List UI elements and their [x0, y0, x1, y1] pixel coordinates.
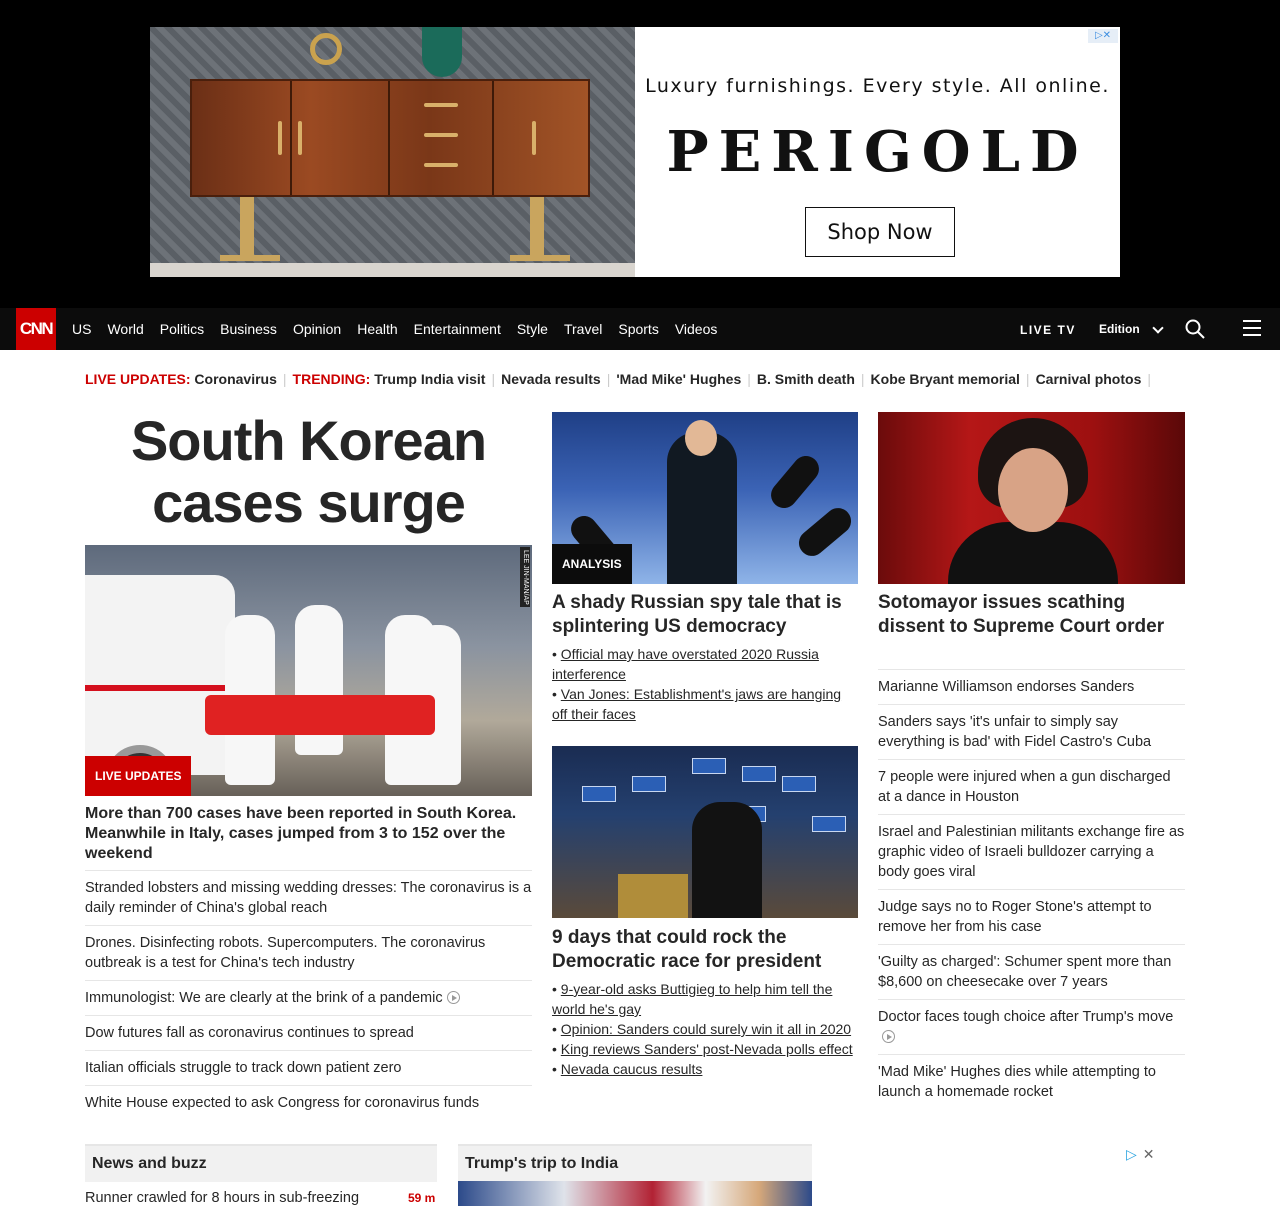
stretcher [205, 695, 435, 735]
shop-now-button[interactable]: Shop Now [805, 207, 955, 257]
list-item[interactable]: Marianne Williamson endorses Sanders [878, 669, 1185, 704]
bullet-item[interactable]: • King reviews Sanders' post-Nevada polls effect [552, 1041, 853, 1057]
bullet-item[interactable]: • 9-year-old asks Buttigieg to help him tell the world he's gay [552, 981, 833, 1017]
ad-plant [422, 27, 462, 77]
ad-tagline: Luxury furnishings. Every style. All online. [645, 75, 1110, 97]
photo-credit: LEE JIN-MAN/AP [520, 547, 530, 607]
nav-item-us[interactable]: US [72, 321, 92, 337]
headlines-list [878, 669, 1185, 1109]
speaker-head [685, 420, 717, 456]
podium [618, 874, 688, 918]
trending-topic[interactable]: Kobe Bryant memorial [870, 371, 1020, 387]
microphone [766, 451, 824, 514]
cnn-logo[interactable]: CNN [16, 308, 56, 350]
trump-trip-header[interactable]: Trump's trip to India [458, 1144, 812, 1182]
nav-item-world[interactable]: World [107, 321, 144, 337]
list-item[interactable]: Doctor faces tough choice after Trump's move [878, 999, 1185, 1054]
sotomayor-image[interactable] [878, 412, 1185, 584]
nav-item-videos[interactable]: Videos [674, 321, 718, 337]
list-item[interactable]: Dow futures fall as coronavirus continues to spread [85, 1015, 532, 1050]
democratic-race-bullets [552, 979, 858, 1079]
list-item[interactable]: Israel and Palestinian militants exchange fire as graphic video of Israeli bulldozer carrying a body goes viral [878, 814, 1185, 889]
analysis-tag[interactable]: ANALYSIS [552, 544, 632, 584]
main-headline[interactable] [85, 410, 532, 534]
lead-story-image[interactable] [85, 545, 532, 796]
nav-item-business[interactable]: Business [220, 321, 277, 337]
speaker-figure [692, 802, 762, 918]
list-item[interactable]: 'Mad Mike' Hughes dies while attempting to launch a homemade rocket [878, 1054, 1185, 1109]
nav-item-health[interactable]: Health [357, 321, 398, 337]
rally-sign [692, 758, 726, 774]
trending-topic[interactable]: 'Mad Mike' Hughes [616, 371, 742, 387]
list-item[interactable]: Sanders says 'it's unfair to simply say everything is bad' with Fidel Castro's Cuba [878, 704, 1185, 759]
bullet-item[interactable]: • Opinion: Sanders could surely win it all in 2020 [552, 1021, 852, 1037]
chevron-down-icon[interactable] [1152, 322, 1163, 333]
play-icon [882, 1030, 895, 1043]
trending-topic[interactable]: B. Smith death [756, 371, 855, 387]
ad-brand: PERIGOLD [666, 119, 1089, 185]
ad-sideboard-image[interactable] [150, 27, 635, 277]
nav-item-travel[interactable]: Travel [563, 321, 603, 337]
trending-topic[interactable]: Carnival photos [1035, 371, 1142, 387]
ad-zone [0, 0, 1280, 308]
hamburger-menu-icon[interactable] [1243, 320, 1261, 338]
bullet-item[interactable]: • Official may have overstated 2020 Russia interference [552, 646, 819, 682]
buzz-timestamp: 59 m [408, 1191, 436, 1205]
live-tv-link[interactable]: LIVE TV [1020, 323, 1076, 337]
main-nav [0, 308, 1280, 350]
ad-ornament [310, 33, 342, 65]
list-item[interactable]: 7 people were injured when a gun discharged at a dance in Houston [878, 759, 1185, 814]
nav-item-style[interactable]: Style [516, 321, 548, 337]
rally-sign [782, 776, 816, 792]
rally-story-image[interactable] [552, 746, 858, 918]
democratic-race-title[interactable]: 9 days that could rock the Democratic race for president [552, 927, 822, 972]
live-updates-tag[interactable]: LIVE UPDATES [85, 756, 191, 796]
list-item[interactable]: Stranded lobsters and missing wedding dresses: The coronavirus is a daily reminder of China's global reach [85, 870, 532, 925]
rally-sign [582, 786, 616, 802]
adchoices-icon[interactable]: ▷✕ [1088, 29, 1118, 43]
headline-line: cases surge [152, 471, 465, 534]
search-icon[interactable] [1185, 319, 1205, 339]
headline-line: South Korean [130, 409, 487, 472]
judge-face [998, 448, 1068, 532]
nav-item-sports[interactable]: Sports [618, 321, 659, 337]
nav-items [72, 308, 717, 350]
analysis-bullets [552, 644, 858, 724]
trending-topic[interactable]: Nevada results [501, 371, 601, 387]
nav-item-entertainment[interactable]: Entertainment [413, 321, 501, 337]
list-item[interactable]: Italian officials struggle to track down patient zero [85, 1050, 532, 1085]
nav-item-politics[interactable]: Politics [159, 321, 205, 337]
rally-sign [812, 816, 846, 832]
live-updates-label: LIVE UPDATES: [85, 371, 191, 387]
microphone [794, 503, 857, 561]
sotomayor-story-title[interactable]: Sotomayor issues scathing dissent to Supreme Court order [878, 592, 1165, 637]
perigold-ad[interactable] [150, 27, 1120, 277]
list-item[interactable]: Immunologist: We are clearly at the brink of a pandemic [85, 980, 532, 1015]
ad-sideboard [190, 79, 590, 197]
trump-trip-image[interactable] [458, 1181, 812, 1206]
trending-bar: LIVE UPDATES: Coronavirus | TRENDING: Trump India visit | Nevada results | 'Mad Mike' Hughes | B. Smith death | Kobe Bryant memorial | Carnival photos | [85, 371, 1151, 387]
list-item[interactable]: 'Guilty as charged': Schumer spent more than $8,600 on cheesecake over 7 years [878, 944, 1185, 999]
rally-sign [632, 776, 666, 792]
edition-dropdown[interactable]: Edition [1099, 322, 1140, 336]
list-item[interactable]: Judge says no to Roger Stone's attempt to remove her from his case [878, 889, 1185, 944]
adchoices-icon[interactable]: ▷ ✕ [1126, 1146, 1155, 1162]
list-item[interactable]: Drones. Disinfecting robots. Supercomputers. The coronavirus outbreak is a test for China's tech industry [85, 925, 532, 980]
analysis-story-image[interactable] [552, 412, 858, 584]
live-updates-topic[interactable]: Coronavirus [194, 371, 277, 387]
buzz-item[interactable]: Runner crawled for 8 hours in sub-freezing [85, 1190, 360, 1206]
ambulance [85, 575, 235, 775]
trending-label: TRENDING: [292, 371, 371, 387]
bullet-item[interactable]: • Nevada caucus results [552, 1061, 703, 1077]
rally-sign [742, 766, 776, 782]
bullet-item[interactable]: • Van Jones: Establishment's jaws are hanging off their faces [552, 686, 842, 722]
nav-item-opinion[interactable]: Opinion [292, 321, 342, 337]
analysis-story-title[interactable]: A shady Russian spy tale that is splintering US democracy [552, 592, 842, 637]
trending-topic[interactable]: Trump India visit [374, 371, 486, 387]
lead-story-summary[interactable]: More than 700 cases have been reported in South Korea. Meanwhile in Italy, cases jumped from 3 to 152 over the weekend [85, 805, 517, 862]
lead-related-list [85, 870, 532, 1120]
news-and-buzz-header: News and buzz [85, 1144, 437, 1182]
list-item[interactable]: White House expected to ask Congress for coronavirus funds [85, 1085, 532, 1120]
play-icon [447, 991, 460, 1004]
